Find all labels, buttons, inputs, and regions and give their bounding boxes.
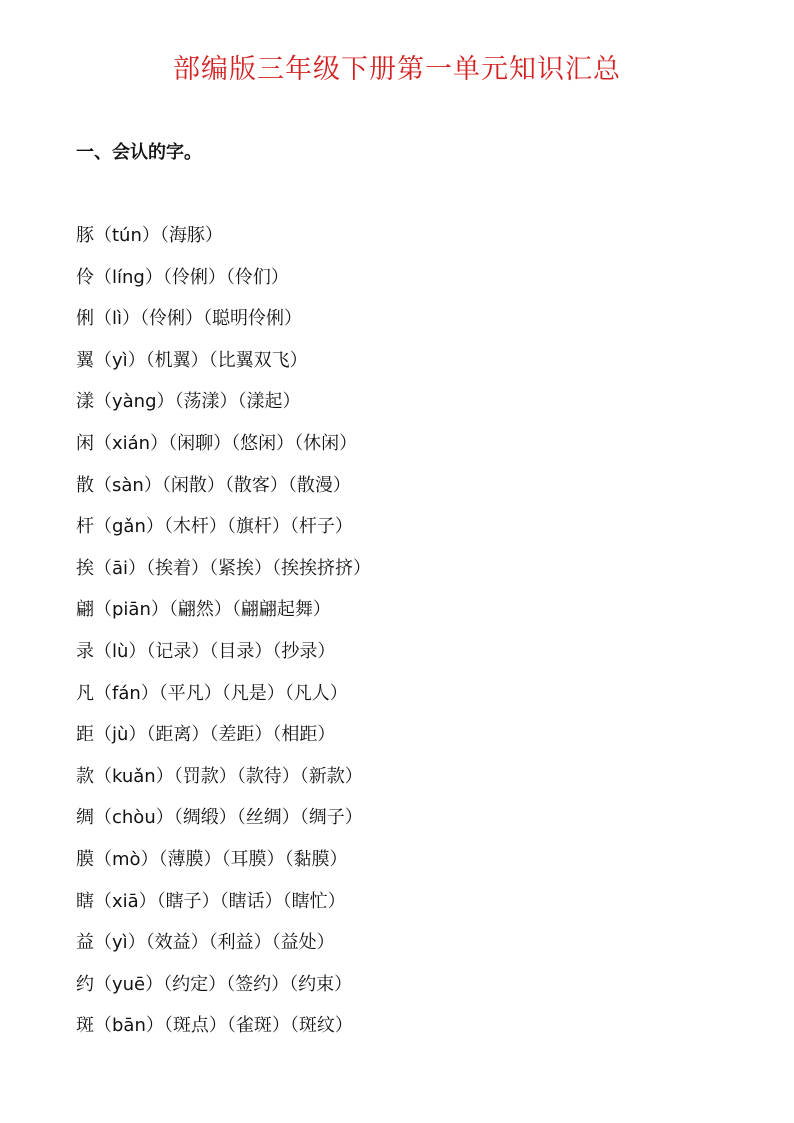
entry-text: 伶（líng）（伶俐）（伶们） xyxy=(76,266,289,288)
list-item xyxy=(76,759,371,801)
list-item xyxy=(76,717,371,759)
entry-text: 翩（piān）（翩然）（翩翩起舞） xyxy=(76,599,331,621)
list-item xyxy=(76,384,371,426)
entry-text: 瞎（xiā）（瞎子）（瞎话）（瞎忙） xyxy=(76,890,346,912)
list-item xyxy=(76,551,371,593)
entry-text: 约（yuē）（约定）（签约）（约束） xyxy=(76,973,353,995)
entry-text: 俐（lì）（伶俐）（聪明伶俐） xyxy=(76,308,303,330)
entry-text: 杆（gǎn）（木杆）（旗杆）（杆子） xyxy=(76,516,353,538)
entry-text: 散（sàn）（闲散）（散客）（散漫） xyxy=(76,474,351,496)
entry-text: 绸（chòu）（绸缎）（丝绸）（绸子） xyxy=(76,807,363,829)
entry-text: 款（kuǎn）（罚款）（款待）（新款） xyxy=(76,765,363,787)
list-item xyxy=(76,634,371,676)
list-item xyxy=(76,426,371,468)
entry-text: 斑（bān）（斑点）（雀斑）（斑纹） xyxy=(76,1015,353,1037)
list-item xyxy=(76,218,371,260)
list-item xyxy=(76,884,371,926)
list-item xyxy=(76,842,371,884)
entry-text: 闲（xián）（闲聊）（悠闲）（休闲） xyxy=(76,432,358,454)
character-list xyxy=(76,218,371,1050)
page-title: 部编版三年级下册第一单元知识汇总 xyxy=(173,54,621,85)
entry-text: 豚（tún）（海豚） xyxy=(76,225,223,246)
entry-text: 距（jù）（距离）（差距）（相距） xyxy=(76,724,336,746)
list-item xyxy=(76,676,371,718)
entry-text: 录（lù）（记录）（目录）（抄录） xyxy=(76,640,336,662)
list-item xyxy=(76,509,371,551)
entry-text: 挨（āi）（挨着）（紧挨）（挨挨挤挤） xyxy=(76,557,372,579)
list-item xyxy=(76,592,371,634)
list-item xyxy=(76,260,371,302)
list-item xyxy=(76,800,371,842)
list-item xyxy=(76,925,371,967)
section-heading: 一、会认的字。 xyxy=(76,142,202,163)
list-item xyxy=(76,301,371,343)
list-item xyxy=(76,967,371,1009)
entry-text: 漾（yàng）（荡漾）（漾起） xyxy=(76,391,301,413)
entry-text: 翼（yì）（机翼）（比翼双飞） xyxy=(76,349,308,371)
entry-text: 凡（fán）（平凡）（凡是）（凡人） xyxy=(76,682,348,704)
entry-text: 膜（mò）（薄膜）（耳膜）（黏膜） xyxy=(76,848,348,870)
list-item xyxy=(76,343,371,385)
list-item xyxy=(76,468,371,510)
list-item xyxy=(76,1008,371,1050)
entry-text: 益（yì）（效益）（利益）（益处） xyxy=(76,932,335,954)
